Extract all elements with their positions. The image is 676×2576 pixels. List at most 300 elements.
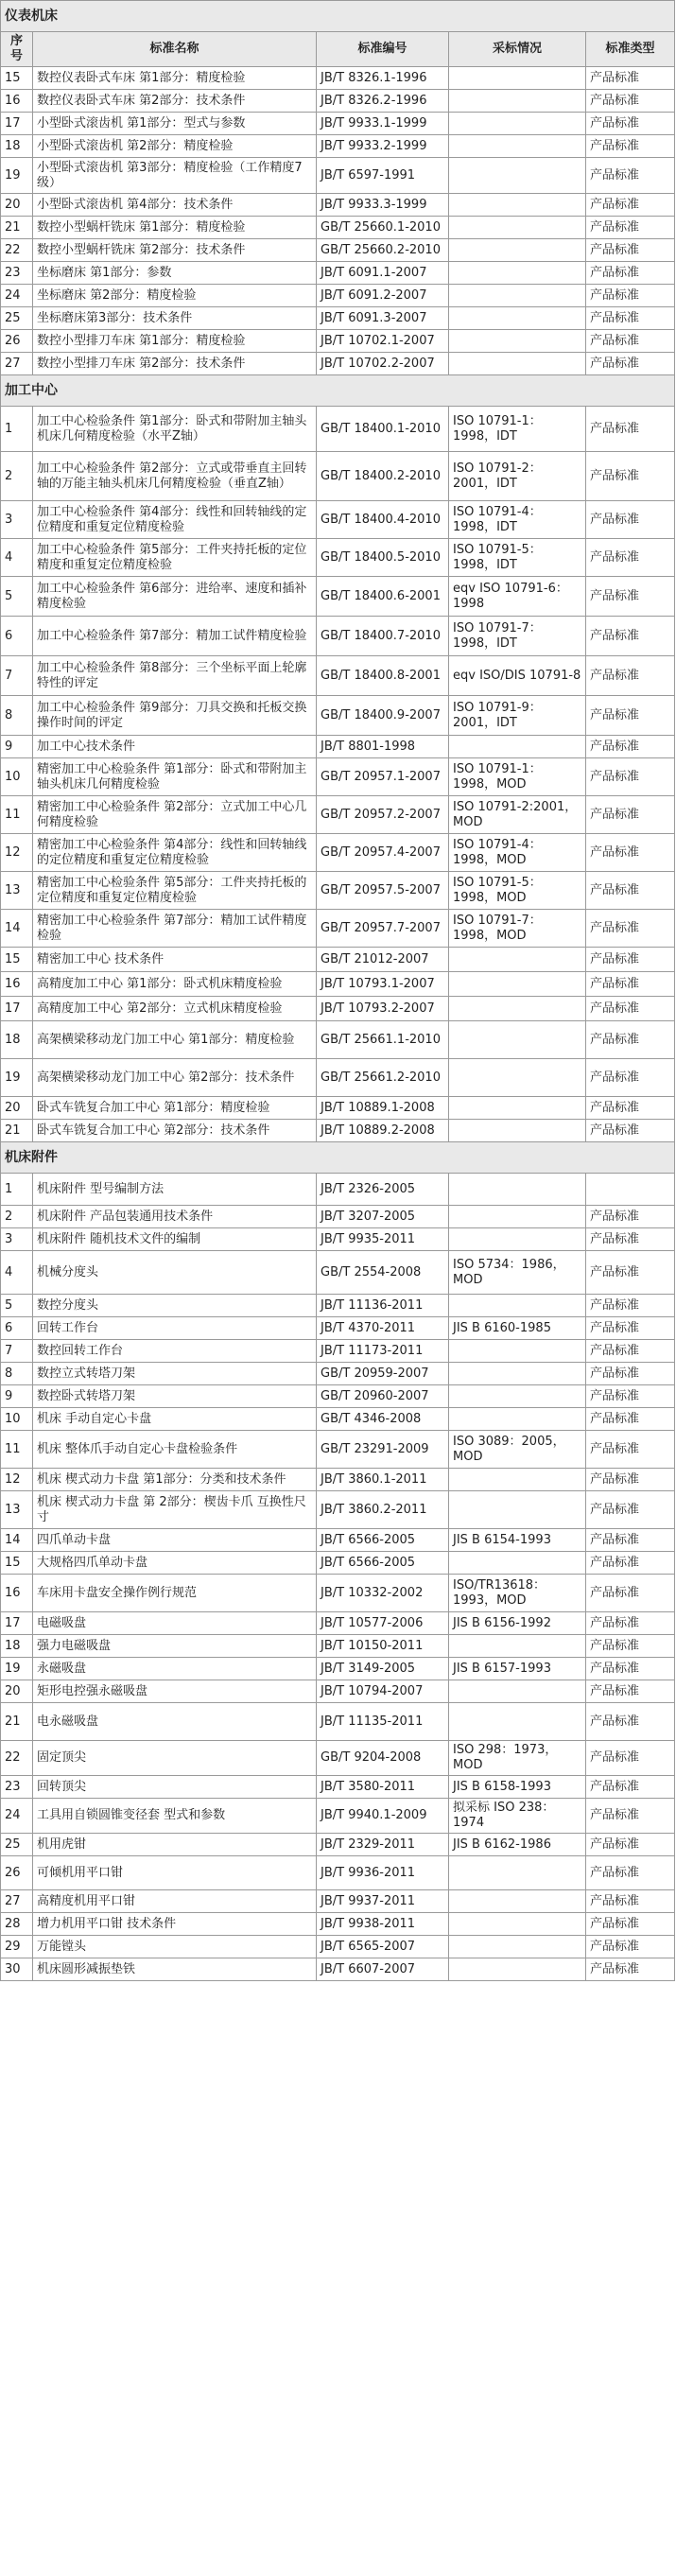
standard-type: 产品标准 xyxy=(586,1431,675,1469)
standard-name: 强力电磁吸盘 xyxy=(33,1635,317,1658)
standard-type: 产品标准 xyxy=(586,1097,675,1120)
standard-name: 精密加工中心检验条件 第1部分：卧式和带附加主轴头机床几何精度检验 xyxy=(33,758,317,796)
standard-type: 产品标准 xyxy=(586,1340,675,1363)
standard-type: 产品标准 xyxy=(586,1408,675,1431)
row-number: 20 xyxy=(1,194,33,217)
row-number: 3 xyxy=(1,1228,33,1251)
standard-code: JB/T 8801-1998 xyxy=(317,736,449,758)
header-code: 标准编号 xyxy=(317,32,449,67)
adoption-status xyxy=(449,1469,586,1491)
row-number: 15 xyxy=(1,948,33,972)
standard-type: 产品标准 xyxy=(586,910,675,948)
standard-code: JB/T 10794-2007 xyxy=(317,1680,449,1703)
standard-code: JB/T 2329-2011 xyxy=(317,1834,449,1856)
standard-code: GB/T 20957.4-2007 xyxy=(317,834,449,872)
row-number: 2 xyxy=(1,452,33,501)
section-title: 仪表机床 xyxy=(1,1,675,32)
standard-name: 加工中心检验条件 第1部分：卧式和带附加主轴头机床几何精度检验（水平Z轴） xyxy=(33,407,317,452)
standard-name: 数控小型排刀车床 第1部分：精度检验 xyxy=(33,330,317,353)
adoption-status xyxy=(449,1890,586,1913)
adoption-status xyxy=(449,353,586,375)
row-number: 12 xyxy=(1,1469,33,1491)
standard-name: 数控仪表卧式车床 第2部分：技术条件 xyxy=(33,90,317,113)
table-row xyxy=(1,353,675,375)
standard-code: JB/T 11135-2011 xyxy=(317,1703,449,1741)
table-row xyxy=(1,1741,675,1776)
standard-type: 产品标准 xyxy=(586,353,675,375)
standard-code: GB/T 20960-2007 xyxy=(317,1385,449,1408)
adoption-status: ISO 10791-7：1998，IDT xyxy=(449,617,586,656)
standard-type: 产品标准 xyxy=(586,407,675,452)
standard-name: 机床圆形减振垫铁 xyxy=(33,1958,317,1981)
standard-name: 回转顶尖 xyxy=(33,1776,317,1799)
row-number: 24 xyxy=(1,1799,33,1834)
standard-name: 数控卧式转塔刀架 xyxy=(33,1385,317,1408)
standard-code: JB/T 9936-2011 xyxy=(317,1856,449,1890)
adoption-status xyxy=(449,1491,586,1529)
standard-type: 产品标准 xyxy=(586,194,675,217)
standard-type: 产品标准 xyxy=(586,539,675,577)
table-row xyxy=(1,452,675,501)
standard-name: 精密加工中心检验条件 第4部分：线性和回转轴线的定位精度和重复定位精度检验 xyxy=(33,834,317,872)
standard-type: 产品标准 xyxy=(586,1228,675,1251)
standard-code: GB/T 20959-2007 xyxy=(317,1363,449,1385)
standard-code: GB/T 20957.1-2007 xyxy=(317,758,449,796)
standard-type: 产品标准 xyxy=(586,1021,675,1059)
standard-code: JB/T 9933.1-1999 xyxy=(317,113,449,135)
standard-code: JB/T 10793.1-2007 xyxy=(317,972,449,997)
standard-type: 产品标准 xyxy=(586,1363,675,1385)
table-row xyxy=(1,696,675,736)
standard-type: 产品标准 xyxy=(586,617,675,656)
standard-name: 固定顶尖 xyxy=(33,1741,317,1776)
row-number: 7 xyxy=(1,656,33,696)
standard-type: 产品标准 xyxy=(586,758,675,796)
adoption-status xyxy=(449,1408,586,1431)
table-row xyxy=(1,1228,675,1251)
standard-code: GB/T 18400.2-2010 xyxy=(317,452,449,501)
standard-name: 电磁吸盘 xyxy=(33,1612,317,1635)
table-row xyxy=(1,796,675,834)
row-number: 12 xyxy=(1,834,33,872)
standard-name: 数控仪表卧式车床 第1部分：精度检验 xyxy=(33,67,317,90)
row-number: 16 xyxy=(1,90,33,113)
table-row xyxy=(1,1469,675,1491)
adoption-status: eqv ISO 10791-6：1998 xyxy=(449,577,586,617)
standard-code: GB/T 25660.1-2010 xyxy=(317,217,449,239)
standard-name: 坐标磨床 第2部分：精度检验 xyxy=(33,285,317,307)
standard-code: GB/T 18400.4-2010 xyxy=(317,501,449,539)
table-row xyxy=(1,90,675,113)
standard-type: 产品标准 xyxy=(586,285,675,307)
standard-type: 产品标准 xyxy=(586,1799,675,1834)
row-number: 25 xyxy=(1,307,33,330)
adoption-status xyxy=(449,1552,586,1575)
adoption-status xyxy=(449,330,586,353)
table-row xyxy=(1,1658,675,1680)
standard-code: GB/T 25661.2-2010 xyxy=(317,1059,449,1097)
table-row xyxy=(1,758,675,796)
standard-name: 小型卧式滚齿机 第2部分：精度检验 xyxy=(33,135,317,158)
standard-code: GB/T 18400.8-2001 xyxy=(317,656,449,696)
row-number: 17 xyxy=(1,113,33,135)
table-row xyxy=(1,1174,675,1206)
adoption-status xyxy=(449,67,586,90)
standard-name: 加工中心检验条件 第8部分：三个坐标平面上轮廓特性的评定 xyxy=(33,656,317,696)
adoption-status: JIS B 6154-1993 xyxy=(449,1529,586,1552)
table-row xyxy=(1,285,675,307)
standard-type: 产品标准 xyxy=(586,1529,675,1552)
adoption-status xyxy=(449,736,586,758)
table-row xyxy=(1,1799,675,1834)
standard-name: 高精度加工中心 第1部分：卧式机床精度检验 xyxy=(33,972,317,997)
standard-code: JB/T 6566-2005 xyxy=(317,1552,449,1575)
table-row xyxy=(1,1856,675,1890)
standard-type xyxy=(586,1174,675,1206)
table-row xyxy=(1,1776,675,1799)
adoption-status xyxy=(449,1340,586,1363)
table-row xyxy=(1,834,675,872)
adoption-status xyxy=(449,1958,586,1981)
row-number: 28 xyxy=(1,1913,33,1936)
adoption-status xyxy=(449,90,586,113)
adoption-status: ISO 5734：1986，MOD xyxy=(449,1251,586,1295)
standard-type: 产品标准 xyxy=(586,1552,675,1575)
adoption-status: ISO 10791-5：1998，IDT xyxy=(449,539,586,577)
table-row xyxy=(1,1295,675,1317)
row-number: 23 xyxy=(1,1776,33,1799)
row-number: 30 xyxy=(1,1958,33,1981)
standard-name: 小型卧式滚齿机 第1部分：型式与参数 xyxy=(33,113,317,135)
standard-name: 加工中心检验条件 第5部分：工件夹持托板的定位精度和重复定位精度检验 xyxy=(33,539,317,577)
standard-code: GB/T 2554-2008 xyxy=(317,1251,449,1295)
row-number: 4 xyxy=(1,539,33,577)
adoption-status: 拟采标 ISO 238：1974 xyxy=(449,1799,586,1834)
adoption-status: ISO 10791-2:2001，MOD xyxy=(449,796,586,834)
standard-name: 精密加工中心检验条件 第7部分：精加工试件精度检验 xyxy=(33,910,317,948)
row-number: 11 xyxy=(1,796,33,834)
standard-type: 产品标准 xyxy=(586,577,675,617)
section-title-row xyxy=(1,1,675,32)
standard-type: 产品标准 xyxy=(586,307,675,330)
standard-code: JB/T 3580-2011 xyxy=(317,1776,449,1799)
adoption-status xyxy=(449,1635,586,1658)
table-row xyxy=(1,1385,675,1408)
adoption-status xyxy=(449,1703,586,1741)
adoption-status: eqv ISO/DIS 10791-8 xyxy=(449,656,586,696)
standard-name: 可倾机用平口钳 xyxy=(33,1856,317,1890)
row-number: 1 xyxy=(1,1174,33,1206)
standard-code: JB/T 6565-2007 xyxy=(317,1936,449,1958)
standard-name: 机械分度头 xyxy=(33,1251,317,1295)
table-row xyxy=(1,1635,675,1658)
standard-type: 产品标准 xyxy=(586,1385,675,1408)
standard-code: JB/T 8326.2-1996 xyxy=(317,90,449,113)
standard-name: 机床 整体爪手动自定心卡盘检验条件 xyxy=(33,1431,317,1469)
table-row xyxy=(1,239,675,262)
standard-code: GB/T 18400.5-2010 xyxy=(317,539,449,577)
adoption-status xyxy=(449,972,586,997)
row-number: 13 xyxy=(1,1491,33,1529)
table-row xyxy=(1,217,675,239)
table-row xyxy=(1,656,675,696)
standard-name: 数控立式转塔刀架 xyxy=(33,1363,317,1385)
standard-code: JB/T 3207-2005 xyxy=(317,1206,449,1228)
standard-type: 产品标准 xyxy=(586,796,675,834)
section-title: 加工中心 xyxy=(1,375,675,407)
table-row xyxy=(1,577,675,617)
row-number: 13 xyxy=(1,872,33,910)
standard-code: JB/T 6607-2007 xyxy=(317,1958,449,1981)
standard-code: JB/T 6091.2-2007 xyxy=(317,285,449,307)
section-title: 机床附件 xyxy=(1,1142,675,1174)
row-number: 19 xyxy=(1,158,33,194)
row-number: 20 xyxy=(1,1680,33,1703)
standard-code: JB/T 10332-2002 xyxy=(317,1575,449,1612)
standard-type: 产品标准 xyxy=(586,1469,675,1491)
standard-type: 产品标准 xyxy=(586,656,675,696)
row-number: 4 xyxy=(1,1251,33,1295)
header-name: 标准名称 xyxy=(33,32,317,67)
standard-name: 车床用卡盘安全操作例行规范 xyxy=(33,1575,317,1612)
standard-code: GB/T 25661.1-2010 xyxy=(317,1021,449,1059)
table-row xyxy=(1,1408,675,1431)
standard-code: JB/T 10702.2-2007 xyxy=(317,353,449,375)
standard-name: 永磁吸盘 xyxy=(33,1658,317,1680)
standard-type: 产品标准 xyxy=(586,1680,675,1703)
adoption-status: ISO 298：1973，MOD xyxy=(449,1741,586,1776)
table-row xyxy=(1,1529,675,1552)
standard-type: 产品标准 xyxy=(586,217,675,239)
standard-type: 产品标准 xyxy=(586,1658,675,1680)
standard-name: 坐标磨床第3部分：技术条件 xyxy=(33,307,317,330)
standard-name: 机用虎钳 xyxy=(33,1834,317,1856)
adoption-status: JIS B 6162-1986 xyxy=(449,1834,586,1856)
standard-code: GB/T 9204-2008 xyxy=(317,1741,449,1776)
standard-type: 产品标准 xyxy=(586,262,675,285)
standard-code: GB/T 20957.2-2007 xyxy=(317,796,449,834)
table-row xyxy=(1,194,675,217)
standard-name: 高架横梁移动龙门加工中心 第1部分：精度检验 xyxy=(33,1021,317,1059)
adoption-status: JIS B 6158-1993 xyxy=(449,1776,586,1799)
table-row xyxy=(1,539,675,577)
standard-name: 数控回转工作台 xyxy=(33,1340,317,1363)
row-number: 20 xyxy=(1,1097,33,1120)
table-row xyxy=(1,1834,675,1856)
standard-code: GB/T 4346-2008 xyxy=(317,1408,449,1431)
standard-name: 机床附件 型号编制方法 xyxy=(33,1174,317,1206)
table-row xyxy=(1,1431,675,1469)
row-number: 18 xyxy=(1,1635,33,1658)
adoption-status xyxy=(449,1059,586,1097)
table-row xyxy=(1,1575,675,1612)
standard-type: 产品标准 xyxy=(586,1206,675,1228)
table-row xyxy=(1,1021,675,1059)
standard-code: JB/T 3860.1-2011 xyxy=(317,1469,449,1491)
row-number: 17 xyxy=(1,1612,33,1635)
standard-name: 万能镗头 xyxy=(33,1936,317,1958)
table-row xyxy=(1,972,675,997)
standard-code: JB/T 3149-2005 xyxy=(317,1658,449,1680)
standard-code: JB/T 11136-2011 xyxy=(317,1295,449,1317)
adoption-status: ISO 10791-9：2001，IDT xyxy=(449,696,586,736)
standard-code: JB/T 3860.2-2011 xyxy=(317,1491,449,1529)
adoption-status: ISO 10791-4：1998，MOD xyxy=(449,834,586,872)
standard-type: 产品标准 xyxy=(586,1913,675,1936)
row-number: 19 xyxy=(1,1658,33,1680)
row-number: 27 xyxy=(1,353,33,375)
table-row xyxy=(1,1340,675,1363)
standard-name: 机床附件 随机技术文件的编制 xyxy=(33,1228,317,1251)
standard-code: JB/T 11173-2011 xyxy=(317,1340,449,1363)
table-row xyxy=(1,736,675,758)
table-row xyxy=(1,1363,675,1385)
adoption-status: ISO 10791-5：1998，MOD xyxy=(449,872,586,910)
standard-code: GB/T 23291-2009 xyxy=(317,1431,449,1469)
table-row xyxy=(1,1491,675,1529)
standard-code: GB/T 18400.1-2010 xyxy=(317,407,449,452)
standard-name: 高架横梁移动龙门加工中心 第2部分：技术条件 xyxy=(33,1059,317,1097)
section-title-row xyxy=(1,1142,675,1174)
table-row xyxy=(1,1936,675,1958)
standard-name: 四爪单动卡盘 xyxy=(33,1529,317,1552)
standard-type: 产品标准 xyxy=(586,1251,675,1295)
row-number: 1 xyxy=(1,407,33,452)
adoption-status: ISO 10791-1：1998，MOD xyxy=(449,758,586,796)
table-row xyxy=(1,1059,675,1097)
row-number: 23 xyxy=(1,262,33,285)
row-number: 15 xyxy=(1,67,33,90)
standard-name: 加工中心检验条件 第2部分：立式或带垂直主回转轴的万能主轴头机床几何精度检验（垂直Z轴） xyxy=(33,452,317,501)
row-number: 8 xyxy=(1,1363,33,1385)
table-header-row xyxy=(1,32,675,67)
standard-name: 机床 手动自定心卡盘 xyxy=(33,1408,317,1431)
adoption-status xyxy=(449,1206,586,1228)
standard-name: 电永磁吸盘 xyxy=(33,1703,317,1741)
adoption-status: ISO 10791-7：1998，MOD xyxy=(449,910,586,948)
adoption-status xyxy=(449,285,586,307)
row-number: 18 xyxy=(1,135,33,158)
standard-name: 加工中心技术条件 xyxy=(33,736,317,758)
standard-type: 产品标准 xyxy=(586,1776,675,1799)
row-number: 9 xyxy=(1,736,33,758)
row-number: 5 xyxy=(1,577,33,617)
table-row xyxy=(1,1120,675,1142)
standard-type: 产品标准 xyxy=(586,1612,675,1635)
standard-name: 加工中心检验条件 第6部分：进给率、速度和插补精度检验 xyxy=(33,577,317,617)
standard-type: 产品标准 xyxy=(586,1936,675,1958)
standard-type: 产品标准 xyxy=(586,1958,675,1981)
standard-type: 产品标准 xyxy=(586,501,675,539)
standard-type: 产品标准 xyxy=(586,1834,675,1856)
row-number: 21 xyxy=(1,217,33,239)
adoption-status xyxy=(449,194,586,217)
standard-type: 产品标准 xyxy=(586,997,675,1021)
standard-type: 产品标准 xyxy=(586,1120,675,1142)
standard-name: 数控小型蜗杆铣床 第2部分：技术条件 xyxy=(33,239,317,262)
standard-code: JB/T 10793.2-2007 xyxy=(317,997,449,1021)
standard-type: 产品标准 xyxy=(586,736,675,758)
row-number: 27 xyxy=(1,1890,33,1913)
row-number: 24 xyxy=(1,285,33,307)
row-number: 22 xyxy=(1,239,33,262)
table-row xyxy=(1,135,675,158)
table-row xyxy=(1,1552,675,1575)
row-number: 9 xyxy=(1,1385,33,1408)
adoption-status xyxy=(449,1021,586,1059)
table-row xyxy=(1,1206,675,1228)
adoption-status xyxy=(449,158,586,194)
adoption-status xyxy=(449,948,586,972)
table-row xyxy=(1,1097,675,1120)
adoption-status: ISO 10791-2：2001，IDT xyxy=(449,452,586,501)
row-number: 21 xyxy=(1,1703,33,1741)
standard-type: 产品标准 xyxy=(586,158,675,194)
table-row xyxy=(1,1317,675,1340)
standard-type: 产品标准 xyxy=(586,452,675,501)
standard-code: JB/T 10577-2006 xyxy=(317,1612,449,1635)
row-number: 16 xyxy=(1,972,33,997)
row-number: 6 xyxy=(1,1317,33,1340)
standard-name: 小型卧式滚齿机 第3部分：精度检验（工作精度7级） xyxy=(33,158,317,194)
standard-type: 产品标准 xyxy=(586,1741,675,1776)
standard-name: 小型卧式滚齿机 第4部分：技术条件 xyxy=(33,194,317,217)
row-number: 10 xyxy=(1,1408,33,1431)
table-row xyxy=(1,67,675,90)
row-number: 17 xyxy=(1,997,33,1021)
standard-code: GB/T 20957.5-2007 xyxy=(317,872,449,910)
table-row xyxy=(1,1680,675,1703)
standard-code: JB/T 9935-2011 xyxy=(317,1228,449,1251)
standard-type: 产品标准 xyxy=(586,1856,675,1890)
standard-type: 产品标准 xyxy=(586,239,675,262)
standard-code: JB/T 6597-1991 xyxy=(317,158,449,194)
adoption-status xyxy=(449,1913,586,1936)
adoption-status xyxy=(449,1120,586,1142)
standard-name: 矩形电控强永磁吸盘 xyxy=(33,1680,317,1703)
standard-type: 产品标准 xyxy=(586,1491,675,1529)
standard-code: JB/T 10889.2-2008 xyxy=(317,1120,449,1142)
standard-code: JB/T 9940.1-2009 xyxy=(317,1799,449,1834)
standard-name: 数控分度头 xyxy=(33,1295,317,1317)
table-row xyxy=(1,1913,675,1936)
standard-type: 产品标准 xyxy=(586,330,675,353)
standard-type: 产品标准 xyxy=(586,135,675,158)
row-number: 10 xyxy=(1,758,33,796)
row-number: 8 xyxy=(1,696,33,736)
standard-name: 高精度加工中心 第2部分：立式机床精度检验 xyxy=(33,997,317,1021)
standard-code: JB/T 10889.1-2008 xyxy=(317,1097,449,1120)
standard-code: JB/T 8326.1-1996 xyxy=(317,67,449,90)
standard-name: 增力机用平口钳 技术条件 xyxy=(33,1913,317,1936)
header-no: 序号 xyxy=(1,32,33,67)
adoption-status xyxy=(449,1174,586,1206)
standard-name: 坐标磨床 第1部分：参数 xyxy=(33,262,317,285)
header-adopt: 采标情况 xyxy=(449,32,586,67)
standard-code: GB/T 18400.6-2001 xyxy=(317,577,449,617)
standard-code: JB/T 2326-2005 xyxy=(317,1174,449,1206)
standard-name: 精密加工中心检验条件 第5部分：工件夹持托板的定位精度和重复定位精度检验 xyxy=(33,872,317,910)
row-number: 5 xyxy=(1,1295,33,1317)
adoption-status xyxy=(449,239,586,262)
row-number: 11 xyxy=(1,1431,33,1469)
standard-code: GB/T 18400.7-2010 xyxy=(317,617,449,656)
standard-type: 产品标准 xyxy=(586,872,675,910)
standard-type: 产品标准 xyxy=(586,1703,675,1741)
table-row xyxy=(1,1890,675,1913)
adoption-status xyxy=(449,1680,586,1703)
adoption-status xyxy=(449,1936,586,1958)
